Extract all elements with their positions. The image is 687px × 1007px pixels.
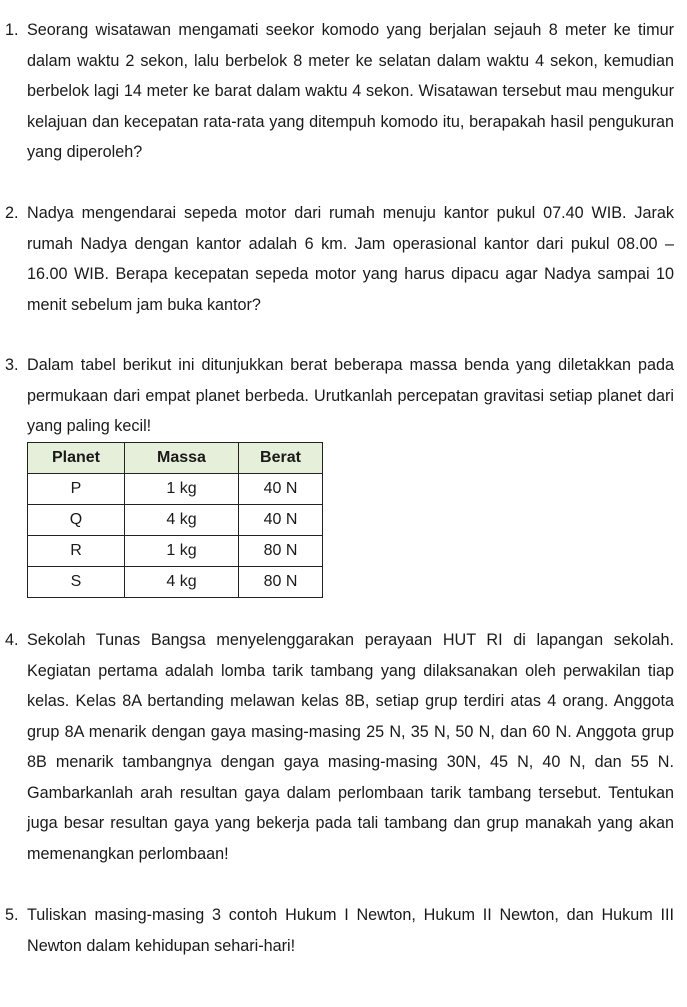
table-cell: 40 N — [239, 505, 323, 536]
question-number: 5. — [5, 906, 19, 924]
table-row — [28, 505, 323, 536]
column-header: Planet — [28, 443, 125, 474]
table-cell: 4 kg — [125, 567, 239, 598]
table-cell: P — [28, 474, 125, 505]
table-cell: 80 N — [239, 536, 323, 567]
question-text: Seorang wisatawan mengamati seekor komodo yang berjalan sejauh 8 meter ke timur dalam waktu 2 sekon, lalu berbelok 8 meter ke selatan dalam waktu 4 sekon, kemudian berbelok lagi 14 meter ke barat dalam waktu 4 sekon. Wisatawan tersebut mau mengukur kelajuan dan kecepatan rata-rata yang ditempuh komodo itu, berapakah hasil pengukuran yang diperoleh? — [27, 21, 674, 161]
question-number: 1. — [5, 21, 19, 39]
question-number: 3. — [5, 356, 19, 374]
question-number: 2. — [5, 204, 19, 222]
column-header: Massa — [125, 443, 239, 474]
table-cell: 80 N — [239, 567, 323, 598]
table-cell: 40 N — [239, 474, 323, 505]
table-row — [28, 474, 323, 505]
question-text: Sekolah Tunas Bangsa menyelenggarakan perayaan HUT RI di lapangan sekolah. Kegiatan pertama adalah lomba tarik tambang yang dilaksanakan oleh perwakilan tiap kelas. Kelas 8A bertanding melawan kelas 8B, setiap grup terdiri atas 4 orang. Anggota grup 8A menarik dengan gaya masing-masing 25 N, 35 N, 50 N, dan 60 N. Anggota grup 8B menarik tambangnya dengan gaya masing-masing 30N, 45 N, 40 N, dan 55 N. Gambarkanlah arah resultan gaya dalam perlombaan tarik tambang tersebut. Tentukan juga besar resultan gaya yang bekerja pada tali tambang dan grup manakah yang akan memenangkan perlombaan! — [27, 631, 674, 863]
question-text: Dalam tabel berikut ini ditunjukkan berat beberapa massa benda yang diletakkan pada permukaan dari empat planet berbeda. Urutkanlah percepatan gravitasi setiap planet dari yang paling kecil! — [27, 356, 674, 435]
table-cell: 4 kg — [125, 505, 239, 536]
question-number: 4. — [5, 631, 19, 649]
table-row — [28, 536, 323, 567]
table-cell: R — [28, 536, 125, 567]
table-cell: Q — [28, 505, 125, 536]
question-text: Tuliskan masing-masing 3 contoh Hukum I Newton, Hukum II Newton, dan Hukum III Newton dalam kehidupan sehari-hari! — [27, 906, 674, 955]
table-header-row — [28, 443, 323, 474]
column-header: Berat — [239, 443, 323, 474]
planet-table — [27, 442, 323, 598]
table-row — [28, 567, 323, 598]
table-cell: S — [28, 567, 125, 598]
table-cell: 1 kg — [125, 474, 239, 505]
table-cell: 1 kg — [125, 536, 239, 567]
question-text: Nadya mengendarai sepeda motor dari rumah menuju kantor pukul 07.40 WIB. Jarak rumah Nadya dengan kantor adalah 6 km. Jam operasional kantor dari pukul 08.00 – 16.00 WIB. Berapa kecepatan sepeda motor yang harus dipacu agar Nadya sampai 10 menit sebelum jam buka kantor? — [27, 204, 674, 314]
